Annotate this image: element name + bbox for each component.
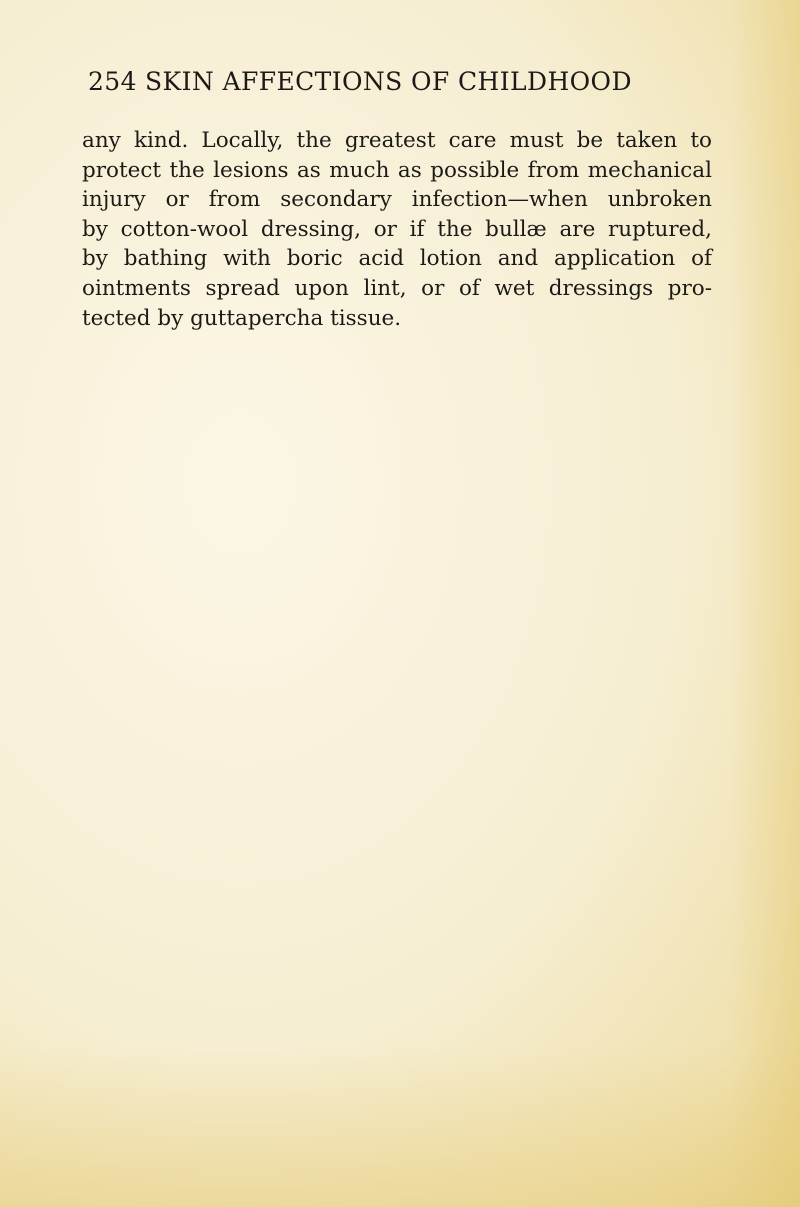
page-edge-discoloration xyxy=(730,0,800,1207)
text-line: by bathing with boric acid lotion and application of xyxy=(82,246,712,272)
page-bottom-discoloration xyxy=(0,1047,800,1207)
text-line: tected by guttapercha tissue. xyxy=(82,305,402,331)
text-line: ointments spread upon lint, or of wet dressings pro- xyxy=(82,275,712,301)
running-head: SKIN AFFECTIONS OF CHILDHOOD xyxy=(145,67,632,96)
text-line: injury or from secondary infection—when unbroken xyxy=(82,187,712,213)
body-paragraph xyxy=(82,126,712,333)
text-line: by cotton-wool dressing, or if the bullæ are ruptured, xyxy=(82,216,712,242)
text-line: protect the lesions as much as possible from mechanical xyxy=(82,157,712,183)
page-header xyxy=(88,67,708,103)
page-number: 254 xyxy=(88,67,137,96)
text-line: any kind. Locally, the greatest care must be taken to xyxy=(82,128,712,153)
